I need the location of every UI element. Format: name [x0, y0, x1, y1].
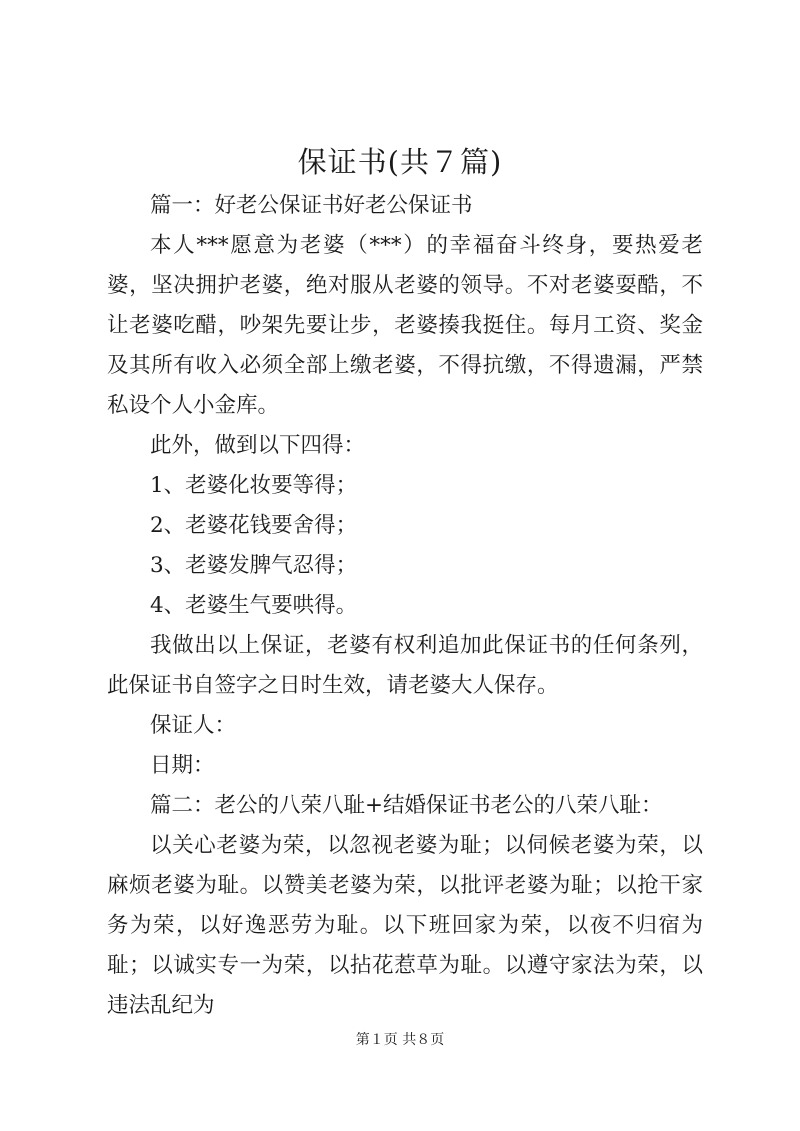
document-body: [107, 186, 703, 1026]
body-paragraph: 此外，做到以下四得：: [150, 433, 366, 458]
section-heading: 篇二：老公的八荣八耻+结婚保证书老公的八荣八耻：: [150, 793, 663, 818]
signature-line: 保证人：: [150, 713, 237, 738]
list-item: 1、老婆化妆要等得；: [150, 473, 358, 498]
section-heading: 篇一：好老公保证书好老公保证书: [150, 193, 473, 218]
body-paragraph: 本人***愿意为老婆（***）的幸福奋斗终身，要热爱老婆，坚决拥护老婆，绝对服从老婆的领导。不对老婆耍酷，不让老婆吃醋，吵架先要让步，老婆揍我挺住。每月工资、奖金及其所有收入必须全部上缴老婆，不得抗缴，不得遗漏，严禁私设个人小金库。: [107, 233, 703, 418]
body-paragraph: 我做出以上保证，老婆有权利追加此保证书的任何条列，此保证书自签字之日时生效，请老婆大人保存。: [107, 633, 703, 698]
list-item: 3、老婆发脾气忍得；: [150, 553, 358, 578]
date-line: 日期：: [150, 753, 215, 778]
page-footer: 第１页 共８页: [355, 1032, 445, 1048]
list-item: 4、老婆生气要哄得。: [150, 593, 358, 618]
document-title: 保证书(共７篇): [297, 145, 503, 179]
list-item: 2、老婆花钱要舍得；: [150, 513, 358, 538]
body-paragraph: 以关心老婆为荣，以忽视老婆为耻；以伺候老婆为荣，以麻烦老婆为耻。以赞美老婆为荣，以批评老婆为耻；以抢干家务为荣，以好逸恶劳为耻。以下班回家为荣，以夜不归宿为耻；以诚实专一为荣，以拈花惹草为耻。以遵守家法为荣，以违法乱纪为: [107, 833, 703, 1018]
